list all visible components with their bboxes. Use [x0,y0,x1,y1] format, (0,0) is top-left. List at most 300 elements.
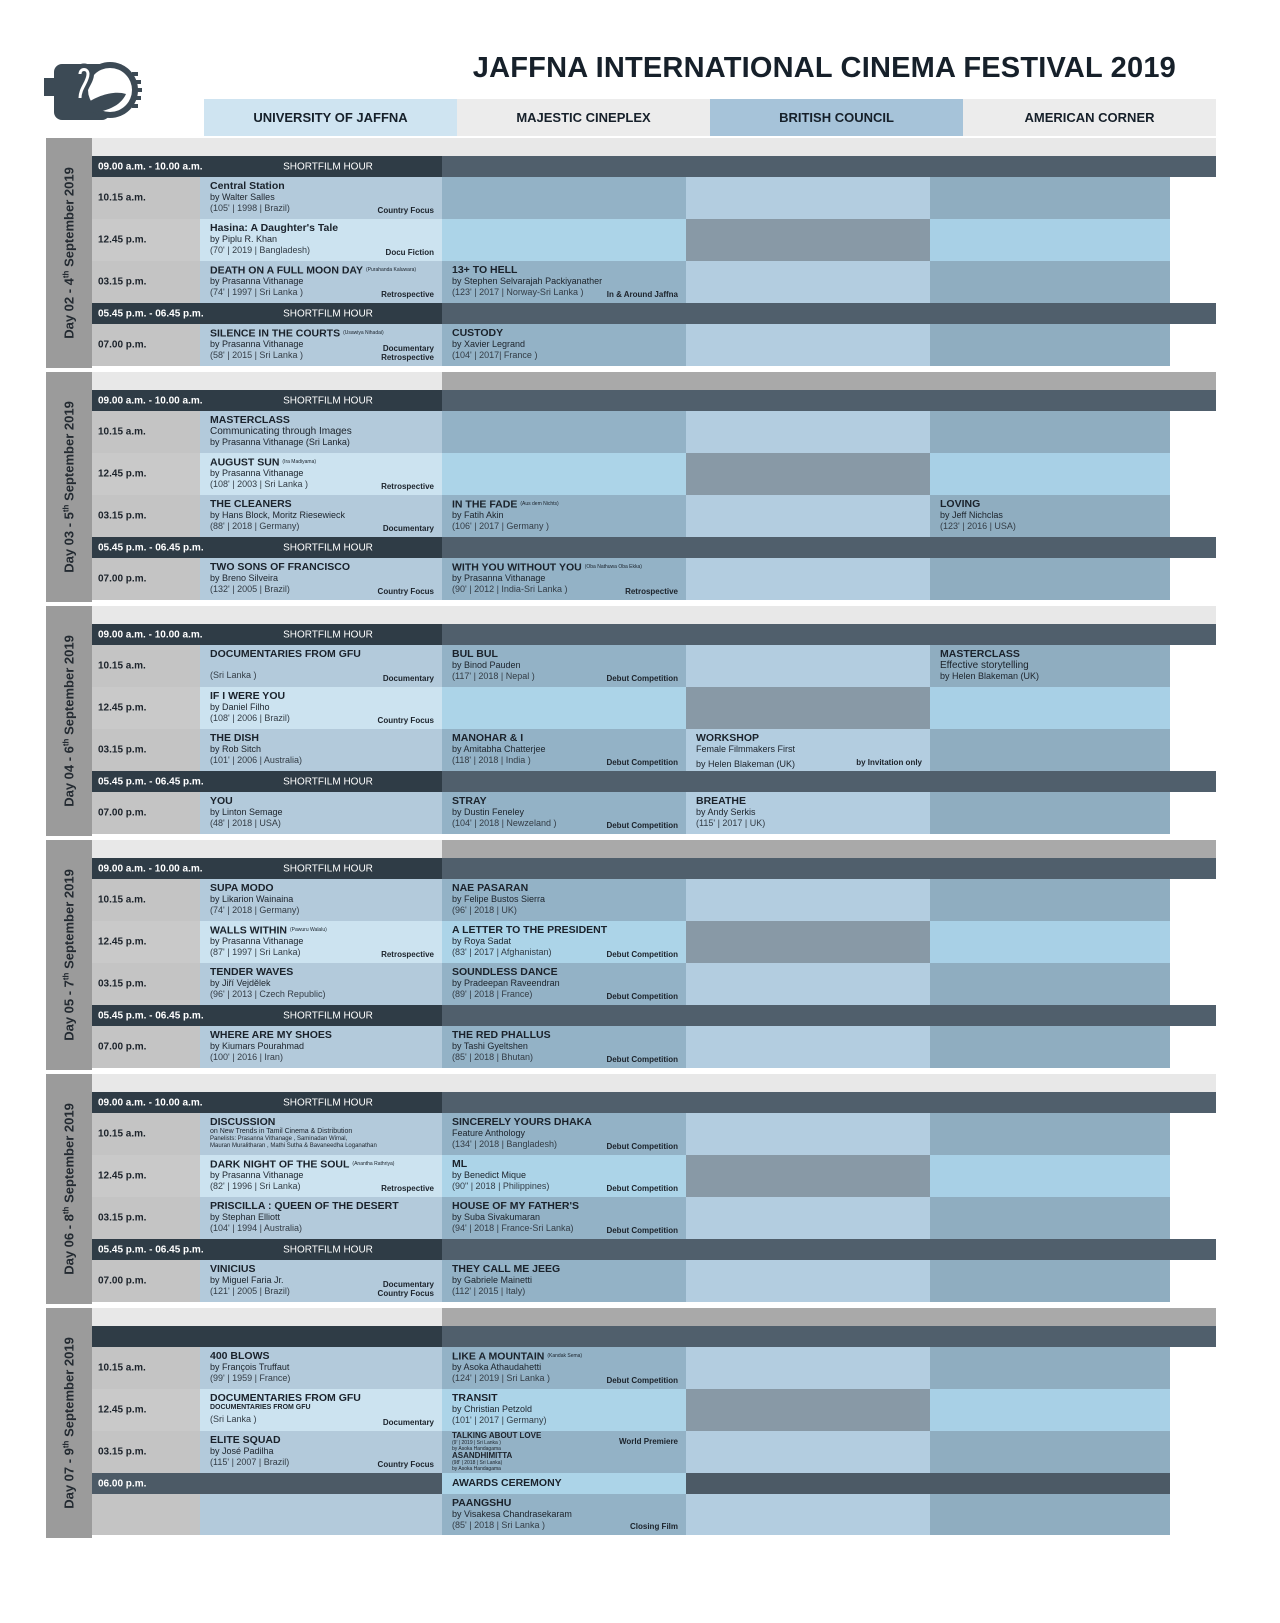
film-title [210,181,436,192]
schedule-cell [686,1113,930,1155]
shortfilm-bar-rest [442,858,1216,879]
schedule-cell [442,1260,686,1302]
film-meta: (124' | 2019 | Sri Lanka ) [452,1373,550,1384]
shortfilm-row-morning [92,156,1216,177]
schedule-cell [200,1026,442,1068]
shortfilm-label: SHORTFILM HOUR [283,161,373,172]
film-title-text: IN THE FADE [452,498,518,511]
film-entry [940,499,1164,532]
schedule-cell [930,177,1170,219]
shortfilm-time: 09.00 a.m. - 10.00 a.m. [98,161,203,172]
film-category-tag [378,587,434,596]
tag-text: Debut Competition [606,1142,678,1151]
film-director: by François Truffaut [210,1362,290,1372]
film-title-text: THEY CALL ME JEEG [452,1263,561,1275]
shortfilm-time: 05.45 p.m. - 06.45 p.m. [98,308,204,319]
tag-text: Retrospective [381,1184,434,1193]
film-director: by Roya Sadat [452,936,512,946]
film-director: by Prasanna Vithanage [210,1170,304,1181]
film-category-tag [606,1055,678,1064]
schedule-cell [92,1494,200,1535]
film-director: by José Padilha [210,1446,274,1456]
tag-text: Debut Competition [606,821,678,830]
film-meta: (99' | 1959 | France) [210,1373,291,1383]
film-title [210,649,436,660]
film-title [452,967,680,978]
tag-text: Retrospective [381,290,434,299]
schedule-cell [442,411,686,453]
schedule-row [92,687,1216,729]
day-block [46,1308,1216,1538]
schedule-cell [200,963,442,1005]
slot-time: 03.15 p.m. [98,978,147,990]
film-title-text: SUPA MODO [210,882,274,894]
film-title [210,223,436,234]
film-director: by Prasanna Vithanage [210,468,304,479]
film-director: by Dustin Feneley [452,807,525,817]
day-label-sup: th [61,1206,71,1215]
film-director: by Asoka Handagama [452,1446,501,1452]
schedule-cell [92,729,200,771]
schedule-row [92,1494,1216,1535]
slot-time: 07.00 p.m. [98,1275,147,1287]
film-director: by Fatih Akin [452,510,504,521]
schedule-cell [200,1494,442,1535]
schedule-cell [92,1431,200,1473]
film-director: by Amitabha Chatterjee [452,744,546,754]
shortfilm-time: 05.45 p.m. - 06.45 p.m. [98,1244,204,1255]
film-director: by Rob Sitch [210,744,262,754]
shortfilm-time: 09.00 a.m. - 10.00 a.m. [98,863,203,874]
day-side-label [46,1074,92,1304]
schedule-cell [92,645,200,687]
schedule-cell [686,729,930,771]
film-title-text: IF I WERE YOU [210,690,286,702]
day-label [61,869,76,1041]
slot-time: 10.15 a.m. [98,660,146,672]
film-entry [452,1393,680,1426]
schedule-row [92,411,1216,453]
schedule-cell [442,261,686,303]
slot-time: 12.45 p.m. [98,1170,147,1182]
film-category-tag: World Premiere [619,1437,678,1446]
film-meta: (123' | 2017 | Norway-Sri Lanka ) [452,287,584,297]
schedule-cell [200,1431,442,1473]
film-title-text: THE RED PHALLUS [452,1029,551,1041]
film-line: Communicating through Images [210,426,352,437]
schedule-cell [930,792,1170,834]
film-title-text: WORKSHOP [696,732,759,744]
schedule-cell [200,1113,442,1155]
film-meta: (108' | 2006 | Brazil) [210,713,290,723]
film-meta: (98' | 2018 | Sri Lanka) [452,1460,503,1466]
day-block [46,606,1216,836]
film-original-title: (Purahanda Kaluwara) [366,267,417,273]
tag-text: Debut Competition [606,674,678,683]
film-title [452,1201,680,1212]
film-entry [452,328,680,361]
slot-time: 03.15 p.m. [98,744,147,756]
film-title [452,562,680,573]
film-entry [452,1478,680,1489]
film-meta: (112' | 2015 | Italy) [452,1286,526,1296]
film-meta: (104' | 2018 | Newzeland ) [452,818,557,828]
film-director: by Likarion Wainaina [210,894,294,904]
film-title-text: AWARDS CEREMONY [452,1477,562,1489]
film-category-tag [383,674,434,683]
film-title-text: YOU [210,795,233,807]
schedule-cell [686,453,930,495]
film-original-title: (Ira Madiyama) [282,459,317,465]
schedule-cell [92,495,200,537]
day-label-text: Day 05 - 7 [61,980,77,1041]
slot-time: 03.15 p.m. [98,1212,147,1224]
film-title [452,733,680,744]
film-title-text: SILENCE IN THE COURTS [210,327,341,340]
film-title [210,1030,436,1041]
schedule-cell [92,1473,200,1494]
schedule-row [92,558,1216,600]
schedule-cell [442,1494,686,1535]
film-meta: (101' | 2017 | Germany) [452,1415,547,1425]
slot-time: 03.15 p.m. [98,510,147,522]
film-title-text: DISCUSSION [210,1116,276,1128]
schedule-cell [200,687,442,729]
schedule-cell [200,879,442,921]
shortfilm-bar-rest [442,1005,1216,1026]
tag-text: Country Focus [377,1460,434,1469]
schedule-cell [930,1197,1170,1239]
film-meta: (89' | 2018 | France) [452,989,533,999]
schedule-row [92,1431,1216,1473]
day-label-text: Day 07 - 9 [61,1448,77,1509]
venue-british-council: BRITISH COUNCIL [710,99,963,136]
schedule-cell [686,921,930,963]
schedule-cell [92,963,200,1005]
schedule-cell [686,1026,930,1068]
schedule-cell [92,1113,200,1155]
schedule-row [92,792,1216,834]
shortfilm-bar-rest [442,390,1216,411]
day-side-label [46,1308,92,1538]
shortfilm-time: 09.00 a.m. - 10.00 a.m. [98,395,203,406]
schedule-cell [930,411,1170,453]
film-category-tag [378,1460,434,1469]
schedule-cell [442,219,686,261]
film-entry [210,883,436,916]
film-title [210,1351,436,1362]
film-meta: (85' | 2018 | Sri Lanka ) [452,1520,545,1530]
shortfilm-label: SHORTFILM HOUR [283,863,373,874]
day-label [61,635,76,807]
film-director: by Piplu R. Khan [210,234,278,244]
day-label-rest: September 2019 [61,1103,77,1207]
tag-text: Debut Competition [606,758,678,767]
film-title [452,796,680,807]
slot-time: 10.15 a.m. [98,192,146,204]
schedule-cell [200,558,442,600]
film-director: by Prasanna Vithanage [210,276,304,287]
film-entry [210,967,436,1000]
schedule-row [92,177,1216,219]
schedule-cell [92,324,200,366]
shortfilm-bar-rest [442,537,1216,558]
film-meta: (134' | 2018 | Bangladesh) [452,1139,557,1149]
schedule-cell [686,495,930,537]
schedule-cell [92,1347,200,1389]
film-title [940,649,1164,660]
film-original-title: (Pawuru Walalu) [290,927,327,933]
tag-text: Debut Competition [606,1055,678,1064]
shortfilm-row-evening [92,1005,1216,1026]
schedule-row [92,1113,1216,1155]
film-meta: (74' | 2018 | Germany) [210,905,300,915]
schedule-cell [686,324,930,366]
film-title-text: DARK NIGHT OF THE SOUL [210,1158,350,1171]
film-meta: (83' | 2017 | Afghanistan) [452,947,552,957]
schedule-row [92,453,1216,495]
shortfilm-time: 09.00 a.m. - 10.00 a.m. [98,629,203,640]
film-meta: (88' | 2018 | Germany) [210,521,300,531]
shortfilm-row-morning [92,1092,1216,1113]
shortfilm-row-evening [92,1239,1216,1260]
schedule-cell [92,411,200,453]
film-director: by Gabriele Mainetti [452,1275,533,1285]
film-director: by Linton Semage [210,807,283,817]
day-label-rest: September 2019 [61,1337,77,1441]
film-director: by Christian Petzold [452,1404,533,1414]
film-entry [210,1030,436,1063]
schedule-row [92,1260,1216,1302]
shortfilm-bar [92,537,442,558]
venue-header-row [204,99,1216,136]
schedule-row [92,495,1216,537]
film-category-tag [625,587,678,596]
schedule-cell [930,1494,1170,1535]
film-subtitle: on New Trends in Tamil Cinema & Distribution [210,1128,353,1135]
schedule-cell [92,1260,200,1302]
shortfilm-label: SHORTFILM HOUR [283,395,373,406]
schedule-cell [930,1113,1170,1155]
schedule-cell [92,921,200,963]
film-director: by Asoka Athaudahetti [452,1362,542,1373]
film-category-tag [386,248,434,257]
film-director: by Prasanna Vithanage [452,573,546,584]
film-title-text: MANOHAR & I [452,732,524,744]
tag-text: Retrospective [381,950,434,959]
day-block [46,1074,1216,1304]
day-label-sup: th [61,504,71,513]
tag-text: Documentary [382,344,434,353]
schedule-cell [200,1347,442,1389]
film-title [452,925,680,936]
film-title-text: SOUNDLESS DANCE [452,966,558,978]
film-meta: (106' | 2017 | Germany ) [452,521,549,532]
schedule-cell [442,921,686,963]
schedule-cell [686,1494,930,1535]
day-label-rest: September 2019 [61,401,77,505]
schedule-cell [442,453,686,495]
film-original-title: (Anantha Rathriya) [352,1161,395,1167]
film-director: by Prasanna Vithanage (Sri Lanka) [210,437,350,447]
film-title-text: MASTERCLASS [940,648,1020,660]
schedule-cell [442,645,686,687]
film-category-tag [378,1280,434,1298]
film-director: by Xavier Legrand [452,339,526,349]
schedule-cell [200,1260,442,1302]
shortfilm-bar-rest [442,303,1216,324]
schedule-cell [686,687,930,729]
schedule-cell [92,1155,200,1197]
film-meta: (Sri Lanka ) [210,1414,257,1424]
film-title [452,1498,680,1509]
schedule-cell [930,495,1170,537]
day-side-label [46,372,92,602]
schedule-cell [92,879,200,921]
film-title [452,1117,680,1128]
slot-time: 12.45 p.m. [98,936,147,948]
film-entry [940,649,1164,682]
shortfilm-bar [92,1092,442,1113]
schedule-cell [200,645,442,687]
tag-text: Country Focus [377,716,434,725]
film-title [452,1030,680,1041]
film-meta: (100' | 2016 | Iran) [210,1052,283,1062]
shortfilm-row-morning [92,624,1216,645]
film-category-tag [607,290,678,299]
film-category-tag [606,1142,678,1151]
tag-text: Country Focus [377,206,434,215]
tag-text: Retrospective [381,482,434,491]
schedule-cell [686,963,930,1005]
day-label-text: Day 03 - 5 [61,512,77,573]
film-title [210,1264,436,1275]
tag-text: Debut Competition [606,950,678,959]
schedule-cell [92,453,200,495]
film-original-title: (Usawiya Nihadai) [343,330,384,336]
schedule-cell [442,177,686,219]
film-title-text: DOCUMENTARIES FROM GFU [210,1392,361,1404]
film-director: by Stephan Elliott [210,1212,281,1222]
shortfilm-time: 05.45 p.m. - 06.45 p.m. [98,542,204,553]
film-title-text: LIKE A MOUNTAIN [452,1350,545,1363]
schedule-cell [442,1197,686,1239]
schedule-cell [686,1197,930,1239]
day-label-text: Day 04 - 6 [61,746,77,807]
film-title: TALKING ABOUT LOVE [452,1431,542,1440]
film-title [696,733,924,744]
film-title [452,1393,680,1404]
schedule-cell [442,1347,686,1389]
schedule-row [92,729,1216,771]
film-title-text: Central Station [210,180,285,192]
film-category-tag [606,758,678,767]
tag-text: Docu Fiction [385,248,434,257]
schedule-cell [442,879,686,921]
film-category-tag [606,992,678,1001]
schedule-row [92,1026,1216,1068]
schedule-cell [200,1473,442,1494]
venue-majestic-cineplex: MAJESTIC CINEPLEX [457,99,710,136]
film-meta: (82' | 1996 | Sri Lanka) [210,1181,301,1192]
schedule-cell [686,1260,930,1302]
schedule-cell [200,261,442,303]
slot-time: 07.00 p.m. [98,1041,147,1053]
shortfilm-bar-rest [442,1092,1216,1113]
day-side-label [46,840,92,1070]
shortfilm-bar [92,390,442,411]
schedule-cell [200,1197,442,1239]
schedule-cell [442,558,686,600]
film-director: by Breno Silveira [210,573,279,583]
film-title-text: PAANGSHU [452,1497,512,1509]
shortfilm-row-evening [92,537,1216,558]
day-label-rest: September 2019 [61,869,77,973]
film-title [452,883,680,894]
shortfilm-label: SHORTFILM HOUR [283,629,373,640]
shortfilm-bar-rest [442,1326,1216,1347]
schedule-cell [930,1026,1170,1068]
film-title-text: Hasina: A Daughter's Tale [210,222,339,234]
film-original-title: (Oba Nathuwa Oba Ekka) [584,564,642,570]
film-title [452,1478,680,1489]
schedule-cell [930,1155,1170,1197]
schedule-cell [930,963,1170,1005]
film-category-tag [606,674,678,683]
film-panelists: Mauran Muralitharan , Mathi Sutha & Bavaneedha Loganathan [210,1143,377,1149]
day-block [46,138,1216,368]
film-title-text: A LETTER TO THE PRESIDENT [452,924,608,936]
film-director: by Benedict Mique [452,1170,527,1180]
schedule-cell [442,1155,686,1197]
day-side-label [46,606,92,836]
day-block [46,840,1216,1070]
tag-text: Closing Film [630,1522,678,1531]
shortfilm-label: SHORTFILM HOUR [283,542,373,553]
schedule-cell [442,1026,686,1068]
film-title-text: TRANSIT [452,1392,498,1404]
film-title-text: THE CLEANERS [210,498,292,510]
film-line: Effective storytelling [940,660,1029,671]
day-spacer [92,372,1216,390]
film-title-text: AUGUST SUN [210,456,280,469]
schedule-cell [442,792,686,834]
film-category-tag [381,1184,434,1193]
film-category-tag [378,206,434,215]
film-title-text: LOVING [940,498,981,510]
film-meta: (115' | 2017 | UK) [696,818,766,828]
schedule-cell [200,792,442,834]
film-title [210,967,436,978]
film-title-text: DEATH ON A FULL MOON DAY [210,264,364,277]
film-meta: (90" | 2018 | Philippines) [452,1181,550,1191]
day-spacer [92,1308,1216,1326]
film-title-text: TENDER WAVES [210,966,294,978]
film-meta: (94' | 2018 | France-Sri Lanka) [452,1223,574,1233]
schedule-cell [686,1155,930,1197]
schedule-cell [686,177,930,219]
film-title-text: NAE PASARAN [452,882,529,894]
film-title [210,1201,436,1212]
film-title-text: VINICIUS [210,1263,256,1275]
slot-time: 06.00 p.m. [98,1478,147,1489]
schedule-cell [930,921,1170,963]
slot-time: 07.00 p.m. [98,573,147,585]
film-title [210,733,436,744]
schedule-cell [930,453,1170,495]
film-meta: (9' | 2019 | Sri Lanka ) [452,1440,501,1446]
day-label-sup: th [61,972,71,981]
